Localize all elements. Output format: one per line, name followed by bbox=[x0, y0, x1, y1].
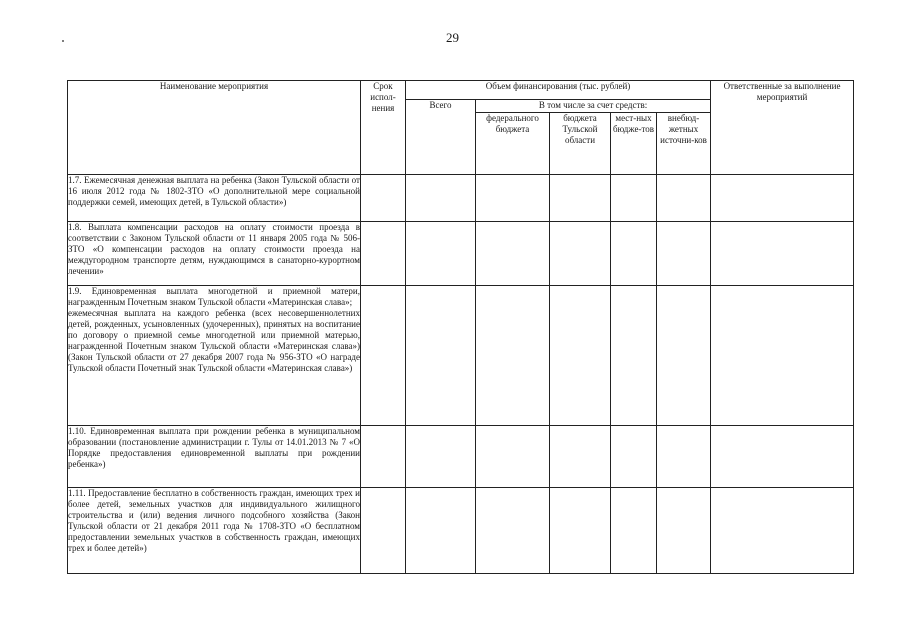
scan-speck bbox=[62, 40, 64, 42]
row-term bbox=[361, 175, 406, 222]
table-row bbox=[68, 222, 854, 286]
row-offbudget bbox=[657, 426, 711, 488]
row-offbudget bbox=[657, 175, 711, 222]
row-local bbox=[611, 426, 657, 488]
row-regional bbox=[550, 175, 611, 222]
header-including: В том числе за счет средств: bbox=[476, 100, 711, 113]
row-responsible bbox=[711, 286, 854, 426]
row-total bbox=[406, 488, 476, 574]
row-term bbox=[361, 222, 406, 286]
header-funding: Объем финансирования (тыс. рублей) bbox=[406, 81, 711, 100]
row-responsible bbox=[711, 488, 854, 574]
row-responsible bbox=[711, 222, 854, 286]
row-total bbox=[406, 426, 476, 488]
header-total: Всего bbox=[406, 100, 476, 175]
table-row bbox=[68, 286, 854, 426]
row-total bbox=[406, 222, 476, 286]
header-regional: бюджета Тульской области bbox=[550, 113, 611, 175]
row-name: 1.8. Выплата компенсации расходов на оплату стоимости проезда в соответствии с Законом Тульской области от 11 января 2005 года № 506-ЗТО «О компенсации расходов на оплату стоимости проезда на междугородном транспорте детям, нуждающимся в санаторно-курортном лечении» bbox=[68, 222, 361, 286]
row-name: 1.10. Единовременная выплата при рождении ребенка в муниципальном образовании (постановление администрации г. Тулы от 14.01.2013 № 7 «О Порядке предоставления единовременной выплаты при рождении ребенка») bbox=[68, 426, 361, 488]
header-local: мест-ных бюдже-тов bbox=[611, 113, 657, 175]
row-total bbox=[406, 175, 476, 222]
row-responsible bbox=[711, 426, 854, 488]
header-offbudget: внебюд-жетных источни-ков bbox=[657, 113, 711, 175]
funding-table bbox=[67, 80, 854, 574]
row-name: 1.11. Предоставление бесплатно в собственность граждан, имеющих трех и более детей, земельных участков для индивидуального жилищного строительства и (или) ведения личного подсобного хозяйства (Закон Тульской области от 21 декабря 2011 года № 1708-ЗТО «О бесплатном предоставлении земельных участков в собственность граждан, имеющих трех и более детей») bbox=[68, 488, 361, 574]
row-federal bbox=[476, 286, 550, 426]
row-federal bbox=[476, 222, 550, 286]
row-name-cell bbox=[68, 286, 361, 426]
page-number: 29 bbox=[446, 30, 459, 45]
header-name: Наименование мероприятия bbox=[68, 81, 361, 175]
row-regional bbox=[550, 426, 611, 488]
row-local bbox=[611, 175, 657, 222]
row-federal bbox=[476, 426, 550, 488]
row-term bbox=[361, 286, 406, 426]
row-offbudget bbox=[657, 286, 711, 426]
row-name: 1.7. Ежемесячная денежная выплата на ребенка (Закон Тульской области от 16 июля 2012 года № 1802-ЗТО «О дополнительной мере социальной поддержки семей, имеющих детей, в Тульской области») bbox=[68, 175, 361, 222]
row-regional bbox=[550, 286, 611, 426]
row-local bbox=[611, 222, 657, 286]
header-row-1 bbox=[68, 81, 854, 100]
row-term bbox=[361, 426, 406, 488]
header-responsible: Ответственные за выполнение мероприятий bbox=[711, 81, 854, 175]
row-name-continued: ежемесячная выплата на каждого ребенка (всех несовершеннолетних детей, рожденных, усыновленных (удочеренных), принятых на воспитание по договору о приемной семье многодетной или приемной матерью, награжденной Почетным знаком Тульской области «Материнская слава») (Закон Тульской области от 27 декабря 2007 года № 956-ЗТО «О награде Тульской области Почетный знак Тульской области «Материнская слава») bbox=[68, 308, 360, 373]
table-row bbox=[68, 488, 854, 574]
row-federal bbox=[476, 488, 550, 574]
row-offbudget bbox=[657, 222, 711, 286]
row-federal bbox=[476, 175, 550, 222]
row-total bbox=[406, 286, 476, 426]
table-row bbox=[68, 175, 854, 222]
row-regional bbox=[550, 222, 611, 286]
header-term: Срок испол-нения bbox=[361, 81, 406, 175]
row-offbudget bbox=[657, 488, 711, 574]
row-name: 1.9. Единовременная выплата многодетной и приемной матери, награжденным Почетным знаком Тульской области «Материнская слава»; bbox=[68, 286, 360, 307]
row-local bbox=[611, 286, 657, 426]
row-local bbox=[611, 488, 657, 574]
header-federal: федерального бюджета bbox=[476, 113, 550, 175]
row-responsible bbox=[711, 175, 854, 222]
row-term bbox=[361, 488, 406, 574]
table-row bbox=[68, 426, 854, 488]
row-regional bbox=[550, 488, 611, 574]
